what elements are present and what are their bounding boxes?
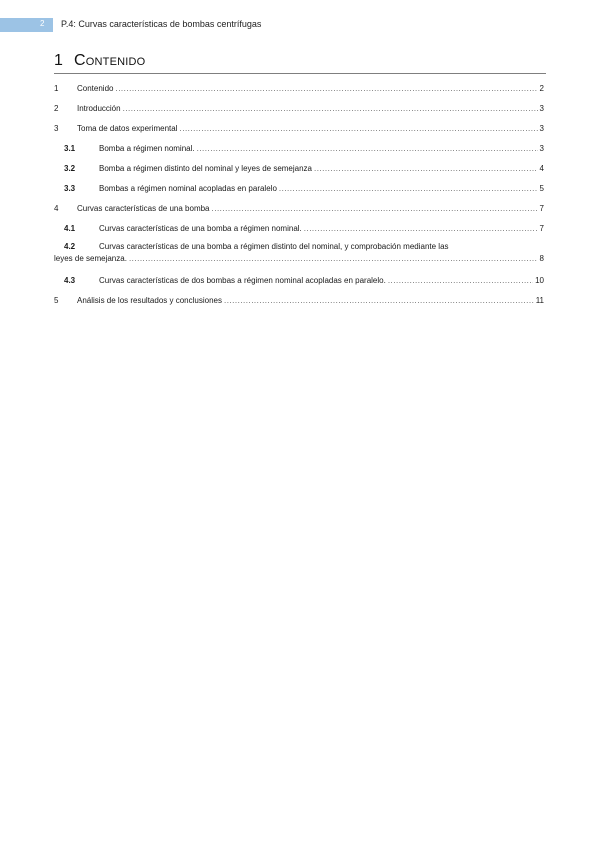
heading-title: Contenido [74,52,146,69]
toc-entry-page: 8 [539,254,544,263]
toc-leader-dots [180,123,538,135]
toc-entry-text: Bomba a régimen distinto del nominal y leyes de semejanza [99,164,313,173]
toc-entry[interactable] [54,123,544,135]
toc-entry-text: Curvas características de una bomba a régimen distinto del nominal, y comprobación mediante las [99,242,449,251]
toc-leader-dots [115,83,537,95]
toc-entry[interactable] [54,83,544,95]
toc-entry-number: 4.1 [64,224,76,233]
toc-leader-dots [304,223,538,235]
toc-entry-page: 3 [539,144,544,153]
toc-entry-text: Introducción [77,104,121,113]
toc-entry-text: Contenido [77,84,114,93]
toc-entry-text-continued: leyes de semejanza. [54,254,127,263]
toc-entry-page: 7 [539,204,544,213]
toc-heading [54,52,546,74]
toc-entry-page: 7 [539,224,544,233]
toc-entry[interactable] [54,203,544,215]
toc-entry-number: 3.1 [64,144,76,153]
toc-entry-number: 3.3 [64,184,76,193]
toc-entry[interactable] [54,183,544,195]
toc-entry-page: 3 [539,124,544,133]
toc-entry[interactable] [54,275,544,287]
toc-entry[interactable] [54,163,544,175]
toc-leader-dots [224,295,534,307]
toc-entry-text: Análisis de los resultados y conclusiones [77,296,222,305]
toc-entry[interactable] [54,143,544,155]
toc-entry-text: Curvas características de dos bombas a régimen nominal acopladas en paralelo. [99,276,386,285]
header-title: P.4: Curvas características de bombas centrífugas [61,19,262,29]
toc-entry-number: 5 [54,296,59,305]
toc-leader-dots [129,253,538,265]
toc-leader-dots [279,183,538,195]
header-page-number: 2 [40,19,45,28]
toc-leader-dots [388,275,533,287]
toc-entry-number: 4 [54,204,59,213]
toc-entry-text: Curvas características de una bomba a régimen nominal. [99,224,302,233]
toc-entry-text: Bomba a régimen nominal. [99,144,195,153]
toc-entry-number: 2 [54,104,59,113]
toc-entry[interactable] [54,295,544,307]
toc-leader-dots [314,163,538,175]
toc-entry-page: 3 [539,104,544,113]
toc-entry[interactable] [54,241,544,265]
toc-entry-number: 3 [54,124,59,133]
toc-entry-number: 4.2 [64,242,76,251]
heading-number: 1 [54,52,63,69]
toc-entry-number: 3.2 [64,164,76,173]
toc-entry-text: Curvas características de una bomba [77,204,210,213]
toc-entry[interactable] [54,103,544,115]
toc-entry-page: 2 [539,84,544,93]
toc-entry-number: 1 [54,84,59,93]
toc-entry-number: 4.3 [64,276,76,285]
toc-entry-page: 4 [539,164,544,173]
toc-leader-dots [123,103,538,115]
toc-entry-text: Toma de datos experimental [77,124,178,133]
toc-entry[interactable] [54,223,544,235]
toc-leader-dots [197,143,538,155]
toc-entry-text: Bombas a régimen nominal acopladas en paralelo [99,184,277,193]
toc-entry-page: 5 [539,184,544,193]
header-band [0,18,53,32]
toc-entry-page: 11 [535,296,544,305]
toc-entry-page: 10 [535,276,544,285]
toc-leader-dots [212,203,538,215]
